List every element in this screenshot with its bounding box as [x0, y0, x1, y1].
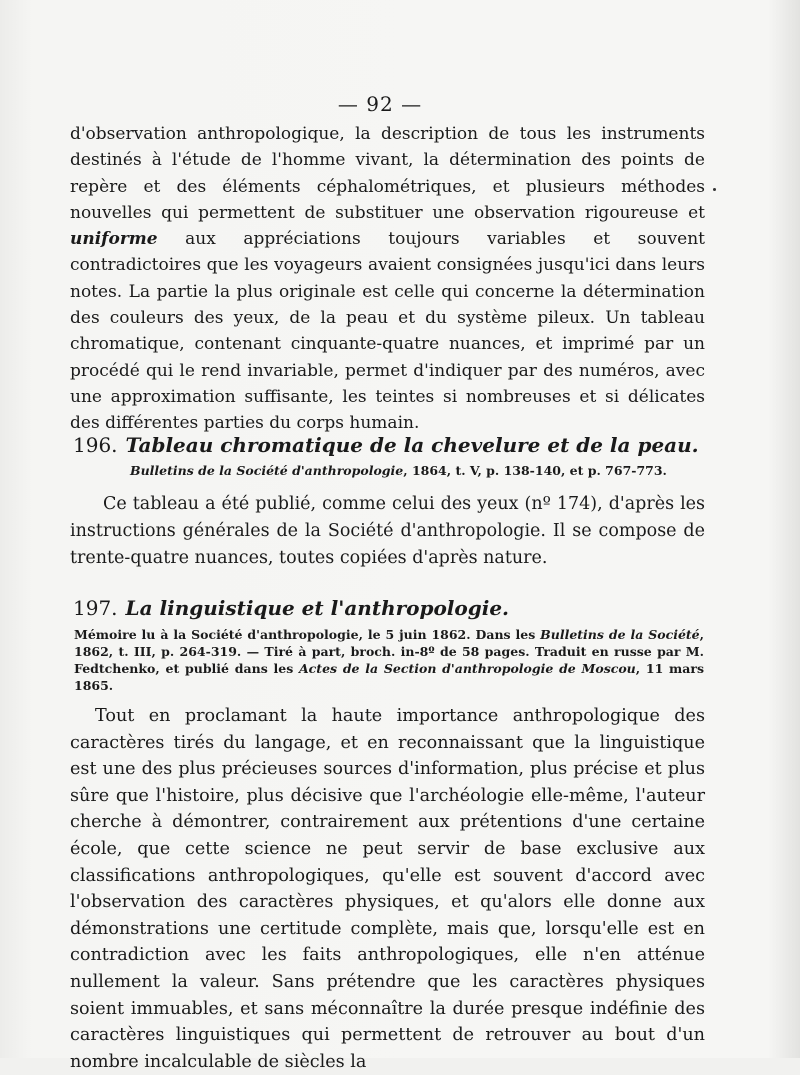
entry-196-heading	[73, 432, 723, 458]
entry-number: 196.	[73, 433, 118, 457]
biblio-text: Mémoire lu à la Société d'anthropologie, le 5 juin 1862. Dans les	[74, 627, 541, 642]
biblio-italic: Bulletins de la Société	[540, 627, 700, 642]
entry-197-heading	[73, 595, 723, 621]
biblio-text: , 11 mars 1865.	[74, 661, 704, 693]
intro-text-b: aux appréciations toujours variables et souvent contradictoires que les voyageurs avaient consignées jusqu'ici dans leurs notes. La partie la plus originale est celle qui concerne la détermination des couleurs des yeux, de la peau et du système pileux. Un tableau chromatique, contenant cinquante-quatre nuances, et imprimé par un procédé qui le rend invariable, permet d'indiquer par des numéros, avec une approximation suffisante, les teintes si nombreuses et si délicates des différentes parties du corps humain.	[70, 229, 705, 434]
entry-196-text: Ce tableau a été publié, comme celui des yeux (nº 174), d'après les instructions générales de la Société d'anthropologie. Il se compose de trente-quatre nuances, toutes copiées d'après nature.	[70, 494, 705, 568]
entry-title: Tableau chromatique de la chevelure et de la peau.	[125, 433, 699, 457]
page-number: — 92 —	[337, 92, 423, 116]
intro-paragraph	[70, 121, 705, 437]
biblio-italic: Actes de la Section d'anthropologie de Moscou	[298, 661, 636, 676]
intro-text-a: d'observation anthropologique, la description de tous les instruments destinés à l'étude de l'homme vivant, la détermination des points de repère et des éléments céphalométriques, et plusieurs méthodes nouvelles qui permettent de substituer une observation rigoureuse et	[70, 124, 705, 223]
biblio-italic: Bulletins de la Société d'anthropologie	[130, 463, 404, 478]
entry-197-bibliography	[74, 626, 704, 694]
entry-title: La linguistique et l'anthropologie.	[125, 596, 510, 620]
print-speck	[713, 188, 716, 191]
biblio-text: , 1864, t. V, p. 138-140, et p. 767-773.	[403, 463, 667, 478]
intro-italic-word: uniforme	[70, 229, 158, 250]
entry-197-text: Tout en proclamant la haute importance anthropologique des caractères tirés du langage, et en reconnaissant que la linguistique est une des plus précieuses sources d'information, plus précise et plus sûre que l'histoire, plus décisive que l'archéologie elle-même, l'auteur cherche à démontrer, contrairement aux prétentions d'une certaine école, que cette science ne peut servir de base exclusive aux classifications anthropologiques, qu'elle est souvent d'accord avec l'observation des caractères physiques, et qu'alors elle donne aux démonstrations une certitude complète, mais que, lorsqu'elle est en contradiction avec les faits anthropologiques, elle n'en atténue nullement la valeur. Sans prétendre que les caractères physiques soient immuables, et sans méconnaître la durée presque indéfinie des caractères linguistiques qui permettent de retrouver au bout d'un nombre incalculable de siècles la	[70, 706, 705, 1072]
entry-196-bibliography	[130, 462, 690, 479]
biblio-text: , 1862, t. III, p. 264-319. — Tiré à part, broch. in-8º de 58 pages. Traduit en russe par M. Fedtchenko, et publié dans les	[74, 627, 704, 676]
entry-number: 197.	[73, 596, 118, 620]
